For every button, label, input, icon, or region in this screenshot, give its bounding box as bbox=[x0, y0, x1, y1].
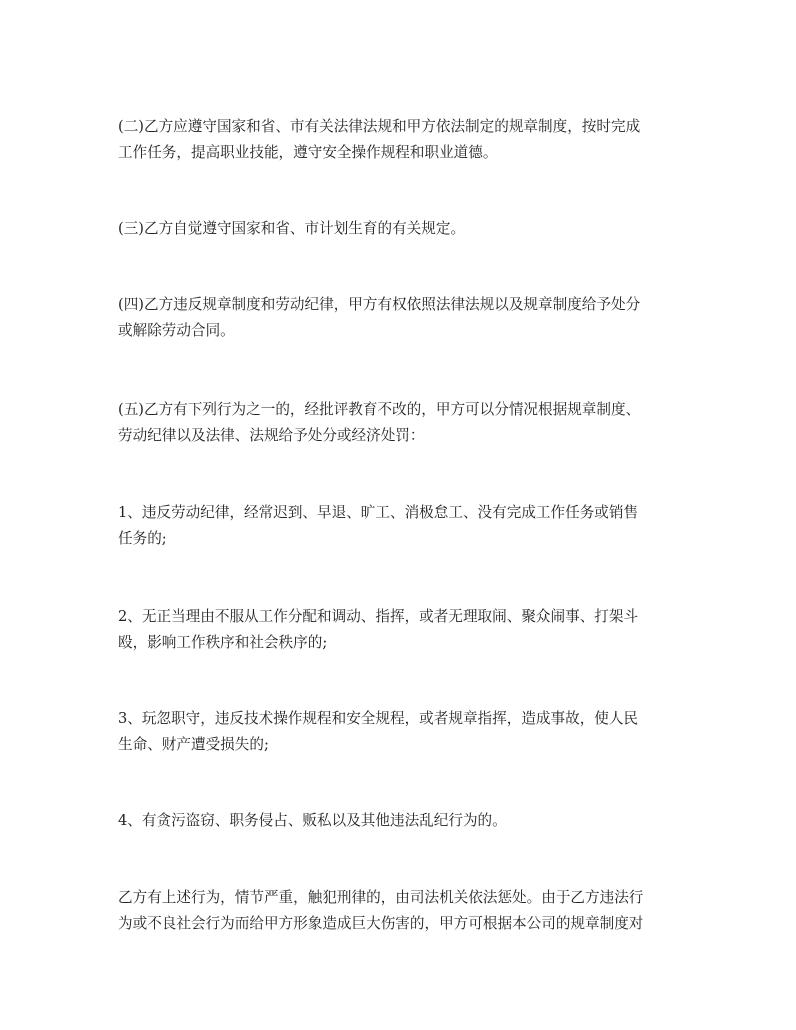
clause-3-paragraph bbox=[118, 216, 684, 242]
text-line: 任务的; bbox=[118, 530, 167, 547]
text-line: (四)乙方违反规章制度和劳动纪律，甲方有权依照法律法规以及规章制度给予处分 bbox=[118, 296, 641, 313]
text-line: 4、有贪污盗窃、职务侵占、贩私以及其他违法乱纪行为的。 bbox=[118, 812, 507, 829]
item-1-paragraph bbox=[118, 500, 684, 552]
text-line: 殴，影响工作秩序和社会秩序的; bbox=[118, 634, 328, 651]
text-line: 乙方有上述行为，情节严重，触犯刑律的，由司法机关依法惩处。由于乙方违法行 bbox=[118, 889, 644, 906]
text-line: 劳动纪律以及法律、法规给予处分或经济处罚： bbox=[118, 427, 425, 444]
text-line: 为或不良社会行为而给甲方形象造成巨大伤害的，甲方可根据本公司的规章制度对 bbox=[118, 915, 644, 932]
item-2-paragraph bbox=[118, 604, 684, 656]
text-line: 3、玩忽职守，违反技术操作规程和安全规程，或者规章指挥，造成事故，使人民 bbox=[118, 710, 639, 727]
text-line: (五)乙方有下列行为之一的，经批评教育不改的，甲方可以分情况根据规章制度、 bbox=[118, 401, 641, 418]
clause-5-paragraph bbox=[118, 397, 684, 449]
item-3-paragraph bbox=[118, 706, 684, 758]
text-line: 2、无正当理由不服从工作分配和调动、指挥，或者无理取闹、聚众闹事、打架斗 bbox=[118, 608, 639, 625]
closing-paragraph bbox=[118, 885, 684, 937]
clause-2-paragraph bbox=[118, 114, 684, 166]
text-line: (三)乙方自觉遵守国家和省、市计划生育的有关规定。 bbox=[118, 220, 466, 237]
text-line: 工作任务，提高职业技能，遵守安全操作规程和职业道德。 bbox=[118, 144, 498, 161]
clause-4-paragraph bbox=[118, 292, 684, 344]
text-line: 1、违反劳动纪律，经常迟到、早退、旷工、消极怠工、没有完成工作任务或销售 bbox=[118, 504, 639, 521]
text-line: (二)乙方应遵守国家和省、市有关法律法规和甲方依法制定的规章制度，按时完成 bbox=[118, 118, 641, 135]
item-4-paragraph bbox=[118, 808, 684, 834]
text-line: 生命、财产遭受损失的; bbox=[118, 736, 269, 753]
text-line: 或解除劳动合同。 bbox=[118, 322, 235, 339]
